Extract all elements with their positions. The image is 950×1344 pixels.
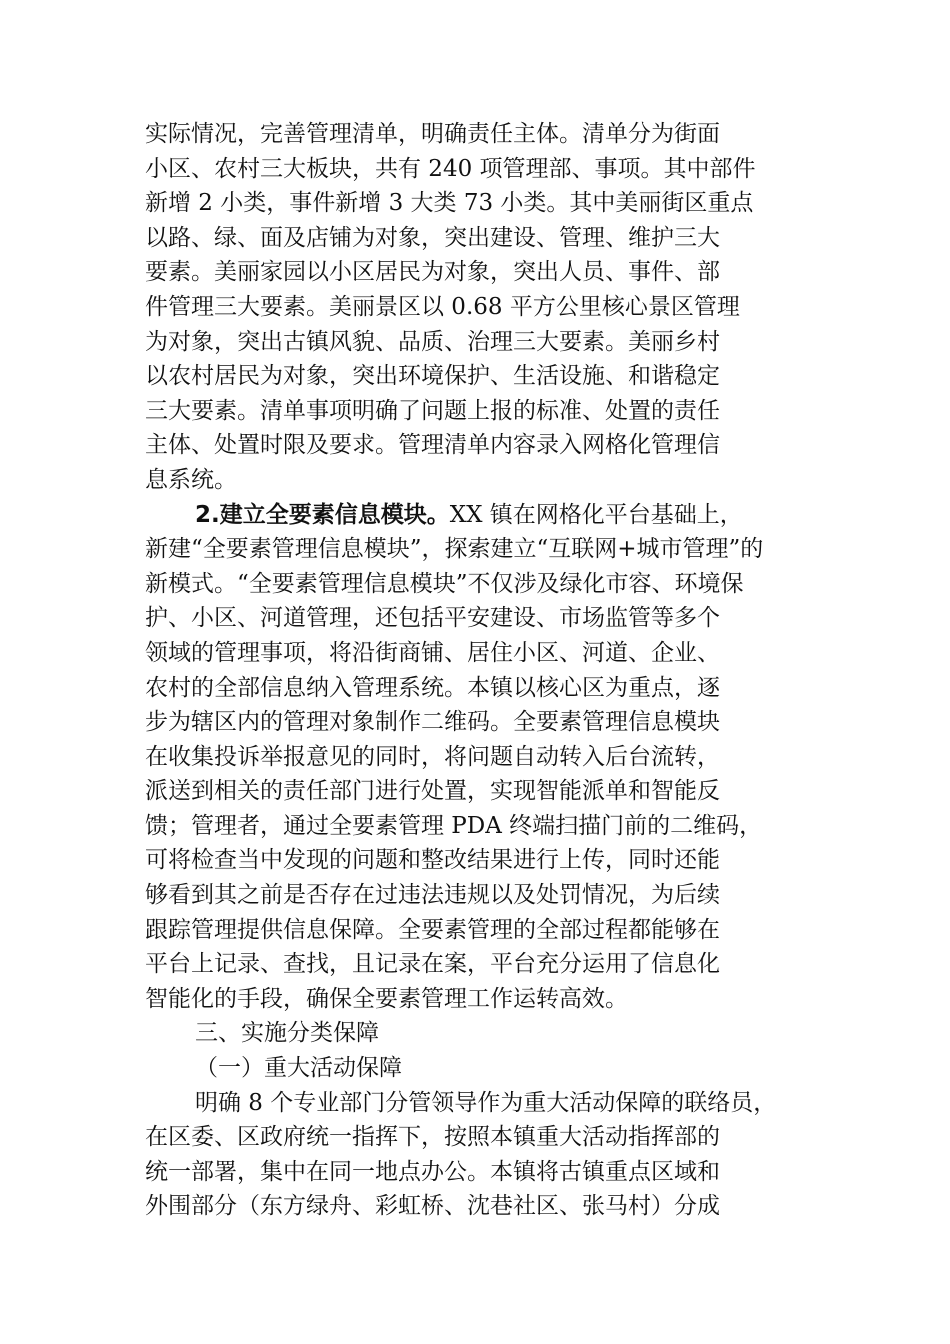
text-line: 够看到其之前是否存在过违法违规以及处罚情况，为后续 <box>145 882 720 909</box>
text-line: 护、小区、河道管理，还包括平安建设、市场监管等多个 <box>145 605 720 632</box>
text-line: 步为辖区内的管理对象制作二维码。全要素管理信息模块 <box>145 709 720 736</box>
text-line: 智能化的手段，确保全要素管理工作运转高效。 <box>145 985 628 1012</box>
text-line: 平台上记录、查找，且记录在案，平台充分运用了信息化 <box>145 951 720 978</box>
text-line: 明确 8 个专业部门分管领导作为重大活动保障的联络员， <box>195 1089 777 1116</box>
text-line: 件管理三大要素。美丽景区以 0.68 平方公里核心景区管理 <box>145 293 740 320</box>
text-line: 主体、处置时限及要求。管理清单内容录入网格化管理信 <box>145 432 720 459</box>
text-line: 以路、绿、面及店铺为对象，突出建设、管理、维护三大 <box>145 224 720 251</box>
text-line: 外围部分（东方绿舟、彩虹桥、沈巷社区、张马村）分成 <box>145 1193 720 1220</box>
text-line: 领域的管理事项，将沿街商铺、居住小区、河道、企业、 <box>145 639 720 666</box>
text-line: 统一部署，集中在同一地点办公。本镇将古镇重点区域和 <box>145 1158 720 1185</box>
paragraph-management-list <box>145 117 810 498</box>
text-line: 跟踪管理提供信息保障。全要素管理的全部过程都能够在 <box>145 916 720 943</box>
text-line: 小区、农村三大板块，共有 240 项管理部、事项。其中部件 <box>145 155 756 182</box>
text-run: XX 镇在网格化平台基础上， <box>449 501 743 528</box>
text-line: 以农村居民为对象，突出环境保护、生活设施、和谐稳定 <box>145 363 720 390</box>
text-line: 可将检查当中发现的问题和整改结果进行上传，同时还能 <box>145 847 720 874</box>
paragraph-major-events <box>145 1086 810 1224</box>
subsection-heading: （一）重大活动保障 <box>195 1055 402 1082</box>
text-line: 实际情况，完善管理清单，明确责任主体。清单分为街面 <box>145 121 720 147</box>
text-line: 在区委、区政府统一指挥下，按照本镇重大活动指挥部的 <box>145 1124 720 1151</box>
text-line: 三大要素。清单事项明确了问题上报的标准、处置的责任 <box>145 397 720 424</box>
paragraph-first-line <box>145 498 810 533</box>
text-line: 新增 2 小类，事件新增 3 大类 73 小类。其中美丽街区重点 <box>145 190 754 217</box>
text-line: 要素。美丽家园以小区居民为对象，突出人员、事件、部 <box>145 259 720 286</box>
text-line: 息系统。 <box>145 466 237 493</box>
text-line: 农村的全部信息纳入管理系统。本镇以核心区为重点，逐 <box>145 674 720 701</box>
inline-heading: 2.建立全要素信息模块。 <box>195 501 450 528</box>
text-line: 派送到相关的责任部门进行处置，实现智能派单和智能反 <box>145 778 720 805</box>
text-line: 在收集投诉举报意见的同时，将问题自动转入后台流转， <box>145 743 720 770</box>
text-line: 新建“全要素管理信息模块”，探索建立“互联网+城市管理”的 <box>145 536 764 563</box>
text-line: 新模式。“全要素管理信息模块”不仅涉及绿化市容、环境保 <box>145 570 744 597</box>
text-line: 为对象，突出古镇风貌、品质、治理三大要素。美丽乡村 <box>145 328 720 355</box>
paragraph-info-module <box>145 498 810 1017</box>
document-body <box>145 117 810 1224</box>
text-line: 馈；管理者，通过全要素管理 PDA 终端扫描门前的二维码， <box>145 812 763 839</box>
section-heading: 三、实施分类保障 <box>195 1020 379 1047</box>
